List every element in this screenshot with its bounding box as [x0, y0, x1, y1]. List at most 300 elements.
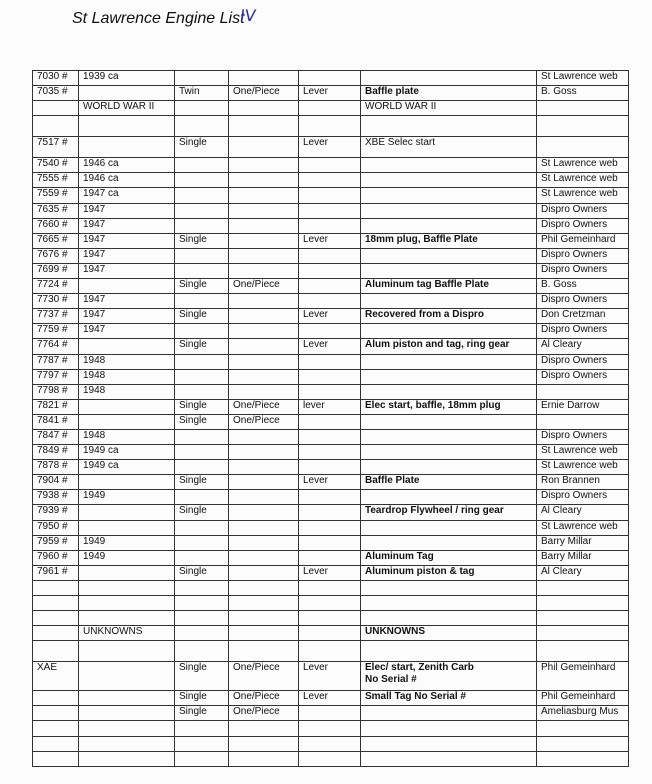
cylinder-cell [175, 626, 229, 641]
piece-cell [229, 641, 299, 662]
control-cell [299, 626, 361, 641]
cylinder-cell [175, 611, 229, 626]
cylinder-cell: Single [175, 137, 229, 158]
piece-cell [229, 101, 299, 116]
serial-cell [33, 736, 79, 751]
cylinder-cell [175, 218, 229, 233]
table-row [33, 279, 629, 294]
source-cell: B. Goss [537, 86, 629, 101]
cylinder-cell: Single [175, 414, 229, 429]
table-row [33, 414, 629, 429]
control-cell [299, 550, 361, 565]
year-cell [79, 137, 175, 158]
year-cell: 1949 [79, 550, 175, 565]
control-cell: Lever [299, 662, 361, 691]
notes-cell [361, 641, 537, 662]
notes-cell [361, 248, 537, 263]
serial-cell: 7950 # [33, 520, 79, 535]
notes-cell: Elec/ start, Zenith Carb No Serial # [361, 662, 537, 691]
notes-cell [361, 460, 537, 475]
handwritten-note: IV [238, 6, 258, 25]
source-cell: Ameliasburg Mus [537, 706, 629, 721]
notes-cell [361, 706, 537, 721]
source-cell [537, 137, 629, 158]
table-row [33, 354, 629, 369]
cylinder-cell [175, 535, 229, 550]
control-cell [299, 460, 361, 475]
cylinder-cell [175, 116, 229, 137]
source-cell: Dispro Owners [537, 263, 629, 278]
control-cell [299, 248, 361, 263]
year-cell [79, 721, 175, 736]
notes-cell [361, 751, 537, 766]
control-cell [299, 611, 361, 626]
serial-cell: 7676 # [33, 248, 79, 263]
source-cell [537, 116, 629, 137]
source-cell [537, 384, 629, 399]
table-row [33, 384, 629, 399]
year-cell: 1939 ca [79, 71, 175, 86]
notes-cell [361, 294, 537, 309]
cylinder-cell: Single [175, 475, 229, 490]
serial-cell: 7787 # [33, 354, 79, 369]
cylinder-cell [175, 751, 229, 766]
table-row [33, 399, 629, 414]
piece-cell [229, 384, 299, 399]
table-row [33, 203, 629, 218]
piece-cell: One/Piece [229, 691, 299, 706]
notes-cell: Aluminum piston & tag [361, 565, 537, 580]
cylinder-cell [175, 384, 229, 399]
serial-cell [33, 751, 79, 766]
year-cell: 1947 [79, 324, 175, 339]
serial-cell [33, 721, 79, 736]
notes-cell [361, 736, 537, 751]
table-row [33, 71, 629, 86]
source-cell [537, 596, 629, 611]
piece-cell [229, 626, 299, 641]
control-cell: Lever [299, 565, 361, 580]
serial-cell [33, 116, 79, 137]
control-cell [299, 706, 361, 721]
table-row [33, 641, 629, 662]
table-row [33, 475, 629, 490]
table-row [33, 626, 629, 641]
source-cell [537, 721, 629, 736]
source-cell: Ron Brannen [537, 475, 629, 490]
notes-cell: Recovered from a Dispro [361, 309, 537, 324]
control-cell [299, 101, 361, 116]
cylinder-cell [175, 429, 229, 444]
year-cell: 1948 [79, 354, 175, 369]
year-cell: 1948 [79, 384, 175, 399]
cylinder-cell [175, 324, 229, 339]
notes-cell [361, 445, 537, 460]
cylinder-cell: Single [175, 505, 229, 520]
piece-cell: One/Piece [229, 86, 299, 101]
table-row [33, 233, 629, 248]
cylinder-cell [175, 580, 229, 595]
notes-cell [361, 721, 537, 736]
cylinder-cell [175, 71, 229, 86]
source-cell: B. Goss [537, 279, 629, 294]
year-cell [79, 565, 175, 580]
serial-cell: 7559 # [33, 188, 79, 203]
table-row [33, 565, 629, 580]
source-cell: Dispro Owners [537, 203, 629, 218]
cylinder-cell [175, 445, 229, 460]
control-cell [299, 520, 361, 535]
notes-cell [361, 71, 537, 86]
control-cell [299, 535, 361, 550]
year-cell: 1947 [79, 294, 175, 309]
table-row [33, 550, 629, 565]
serial-cell: 7540 # [33, 158, 79, 173]
notes-cell: Baffle plate [361, 86, 537, 101]
serial-cell: 7938 # [33, 490, 79, 505]
year-cell [79, 475, 175, 490]
source-cell [537, 101, 629, 116]
source-cell: Dispro Owners [537, 324, 629, 339]
serial-cell: 7878 # [33, 460, 79, 475]
year-cell: UNKNOWNS [79, 626, 175, 641]
control-cell [299, 279, 361, 294]
table-row [33, 580, 629, 595]
notes-cell [361, 188, 537, 203]
serial-cell: 7797 # [33, 369, 79, 384]
notes-cell [361, 218, 537, 233]
serial-cell: 7635 # [33, 203, 79, 218]
year-cell [79, 86, 175, 101]
table-row [33, 751, 629, 766]
notes-cell [361, 384, 537, 399]
table-row [33, 535, 629, 550]
year-cell: 1949 ca [79, 460, 175, 475]
piece-cell [229, 354, 299, 369]
source-cell: Barry Millar [537, 550, 629, 565]
notes-cell: Alum piston and tag, ring gear [361, 339, 537, 354]
year-cell: 1946 ca [79, 173, 175, 188]
table-row [33, 218, 629, 233]
year-cell [79, 691, 175, 706]
source-cell: Dispro Owners [537, 369, 629, 384]
control-cell [299, 324, 361, 339]
table-row [33, 188, 629, 203]
year-cell [79, 751, 175, 766]
year-cell [79, 279, 175, 294]
cylinder-cell: Single [175, 233, 229, 248]
source-cell: Al Cleary [537, 505, 629, 520]
piece-cell [229, 736, 299, 751]
control-cell [299, 736, 361, 751]
serial-cell [33, 641, 79, 662]
serial-cell [33, 580, 79, 595]
cylinder-cell [175, 520, 229, 535]
control-cell [299, 354, 361, 369]
source-cell: Al Cleary [537, 565, 629, 580]
control-cell [299, 369, 361, 384]
engine-list-table [32, 70, 629, 767]
piece-cell [229, 580, 299, 595]
control-cell [299, 414, 361, 429]
source-cell: Dispro Owners [537, 294, 629, 309]
notes-cell [361, 158, 537, 173]
notes-cell [361, 429, 537, 444]
source-cell: Al Cleary [537, 339, 629, 354]
cylinder-cell: Twin [175, 86, 229, 101]
table-row [33, 490, 629, 505]
serial-cell: 7030 # [33, 71, 79, 86]
piece-cell [229, 611, 299, 626]
year-cell: 1947 [79, 309, 175, 324]
control-cell [299, 751, 361, 766]
year-cell [79, 520, 175, 535]
year-cell [79, 611, 175, 626]
notes-cell [361, 369, 537, 384]
table-row [33, 662, 629, 691]
piece-cell [229, 116, 299, 137]
cylinder-cell [175, 460, 229, 475]
table-row [33, 339, 629, 354]
serial-cell: 7841 # [33, 414, 79, 429]
cylinder-cell [175, 550, 229, 565]
notes-cell: Small Tag No Serial # [361, 691, 537, 706]
cylinder-cell [175, 263, 229, 278]
control-cell: Lever [299, 137, 361, 158]
piece-cell [229, 203, 299, 218]
serial-cell: 7035 # [33, 86, 79, 101]
notes-cell [361, 324, 537, 339]
year-cell [79, 662, 175, 691]
control-cell [299, 490, 361, 505]
cylinder-cell: Single [175, 706, 229, 721]
cylinder-cell [175, 490, 229, 505]
serial-cell: 7699 # [33, 263, 79, 278]
cylinder-cell [175, 721, 229, 736]
serial-cell [33, 611, 79, 626]
piece-cell [229, 233, 299, 248]
year-cell: 1948 [79, 429, 175, 444]
cylinder-cell: Single [175, 662, 229, 691]
control-cell: Lever [299, 233, 361, 248]
piece-cell [229, 460, 299, 475]
serial-cell: 7849 # [33, 445, 79, 460]
table-row [33, 691, 629, 706]
serial-cell [33, 626, 79, 641]
serial-cell [33, 596, 79, 611]
source-cell: St Lawrence web [537, 173, 629, 188]
serial-cell: 7960 # [33, 550, 79, 565]
piece-cell [229, 520, 299, 535]
notes-cell: WORLD WAR II [361, 101, 537, 116]
notes-cell [361, 354, 537, 369]
cylinder-cell: Single [175, 691, 229, 706]
source-cell [537, 414, 629, 429]
cylinder-cell [175, 173, 229, 188]
piece-cell [229, 751, 299, 766]
notes-cell [361, 490, 537, 505]
piece-cell [229, 218, 299, 233]
year-cell: 1947 [79, 203, 175, 218]
cylinder-cell [175, 188, 229, 203]
table-row [33, 369, 629, 384]
serial-cell: 7665 # [33, 233, 79, 248]
piece-cell [229, 248, 299, 263]
serial-cell: 7555 # [33, 173, 79, 188]
piece-cell [229, 173, 299, 188]
source-cell [537, 580, 629, 595]
year-cell: 1949 ca [79, 445, 175, 460]
notes-cell: XBE Selec start [361, 137, 537, 158]
piece-cell [229, 565, 299, 580]
year-cell: 1947 [79, 233, 175, 248]
table-row [33, 309, 629, 324]
cylinder-cell [175, 736, 229, 751]
table-row [33, 158, 629, 173]
source-cell [537, 626, 629, 641]
year-cell: 1947 [79, 248, 175, 263]
notes-cell [361, 596, 537, 611]
notes-cell: Elec start, baffle, 18mm plug [361, 399, 537, 414]
source-cell: St Lawrence web [537, 188, 629, 203]
year-cell [79, 706, 175, 721]
serial-cell: 7904 # [33, 475, 79, 490]
piece-cell: One/Piece [229, 279, 299, 294]
year-cell [79, 736, 175, 751]
serial-cell: 7764 # [33, 339, 79, 354]
table-row [33, 445, 629, 460]
table-row [33, 116, 629, 137]
source-cell: St Lawrence web [537, 158, 629, 173]
table-row [33, 721, 629, 736]
cylinder-cell: Single [175, 399, 229, 414]
cylinder-cell [175, 641, 229, 662]
control-cell [299, 203, 361, 218]
source-cell: Dispro Owners [537, 429, 629, 444]
piece-cell [229, 137, 299, 158]
source-cell: Barry Millar [537, 535, 629, 550]
notes-cell [361, 173, 537, 188]
control-cell: Lever [299, 339, 361, 354]
serial-cell: 7737 # [33, 309, 79, 324]
piece-cell: One/Piece [229, 706, 299, 721]
notes-cell: Aluminum Tag [361, 550, 537, 565]
piece-cell [229, 339, 299, 354]
notes-cell: UNKNOWNS [361, 626, 537, 641]
year-cell [79, 641, 175, 662]
cylinder-cell: Single [175, 339, 229, 354]
piece-cell [229, 721, 299, 736]
serial-cell: 7517 # [33, 137, 79, 158]
piece-cell [229, 505, 299, 520]
source-cell: St Lawrence web [537, 71, 629, 86]
source-cell [537, 641, 629, 662]
year-cell: 1949 [79, 535, 175, 550]
serial-cell [33, 706, 79, 721]
source-cell: St Lawrence web [537, 445, 629, 460]
piece-cell: One/Piece [229, 399, 299, 414]
control-cell [299, 158, 361, 173]
source-cell: Dispro Owners [537, 354, 629, 369]
piece-cell: One/Piece [229, 662, 299, 691]
piece-cell [229, 188, 299, 203]
control-cell [299, 641, 361, 662]
notes-cell: Baffle Plate [361, 475, 537, 490]
cylinder-cell [175, 248, 229, 263]
year-cell [79, 505, 175, 520]
table-row [33, 263, 629, 278]
control-cell [299, 116, 361, 137]
notes-cell [361, 116, 537, 137]
year-cell: 1947 [79, 263, 175, 278]
year-cell: 1946 ca [79, 158, 175, 173]
source-cell: Phil Gemeinhard [537, 691, 629, 706]
table-row [33, 294, 629, 309]
notes-cell [361, 580, 537, 595]
piece-cell [229, 596, 299, 611]
table-row [33, 429, 629, 444]
notes-cell [361, 520, 537, 535]
source-cell: Phil Gemeinhard [537, 662, 629, 691]
table-row [33, 101, 629, 116]
year-cell [79, 116, 175, 137]
control-cell [299, 71, 361, 86]
page-title: St Lawrence Engine List [72, 10, 245, 27]
source-cell: St Lawrence web [537, 460, 629, 475]
piece-cell [229, 490, 299, 505]
notes-cell: Teardrop Flywheel / ring gear [361, 505, 537, 520]
source-cell [537, 736, 629, 751]
table-row [33, 706, 629, 721]
piece-cell [229, 429, 299, 444]
table-row [33, 520, 629, 535]
serial-cell: 7730 # [33, 294, 79, 309]
year-cell [79, 414, 175, 429]
piece-cell [229, 158, 299, 173]
control-cell: lever [299, 399, 361, 414]
source-cell: St Lawrence web [537, 520, 629, 535]
control-cell [299, 445, 361, 460]
table-row [33, 86, 629, 101]
cylinder-cell: Single [175, 279, 229, 294]
table-row [33, 611, 629, 626]
source-cell: Dispro Owners [537, 248, 629, 263]
table-row [33, 248, 629, 263]
piece-cell [229, 369, 299, 384]
cylinder-cell [175, 369, 229, 384]
source-cell: Dispro Owners [537, 218, 629, 233]
serial-cell: 7959 # [33, 535, 79, 550]
notes-cell: Aluminum tag Baffle Plate [361, 279, 537, 294]
cylinder-cell [175, 158, 229, 173]
notes-cell [361, 535, 537, 550]
year-cell: 1947 [79, 218, 175, 233]
control-cell: Lever [299, 691, 361, 706]
source-cell [537, 611, 629, 626]
source-cell: Don Cretzman [537, 309, 629, 324]
control-cell [299, 721, 361, 736]
cylinder-cell [175, 354, 229, 369]
notes-cell: 18mm plug, Baffle Plate [361, 233, 537, 248]
piece-cell [229, 550, 299, 565]
control-cell [299, 596, 361, 611]
piece-cell [229, 263, 299, 278]
table-row [33, 173, 629, 188]
control-cell [299, 263, 361, 278]
cylinder-cell [175, 596, 229, 611]
piece-cell [229, 475, 299, 490]
cylinder-cell: Single [175, 309, 229, 324]
